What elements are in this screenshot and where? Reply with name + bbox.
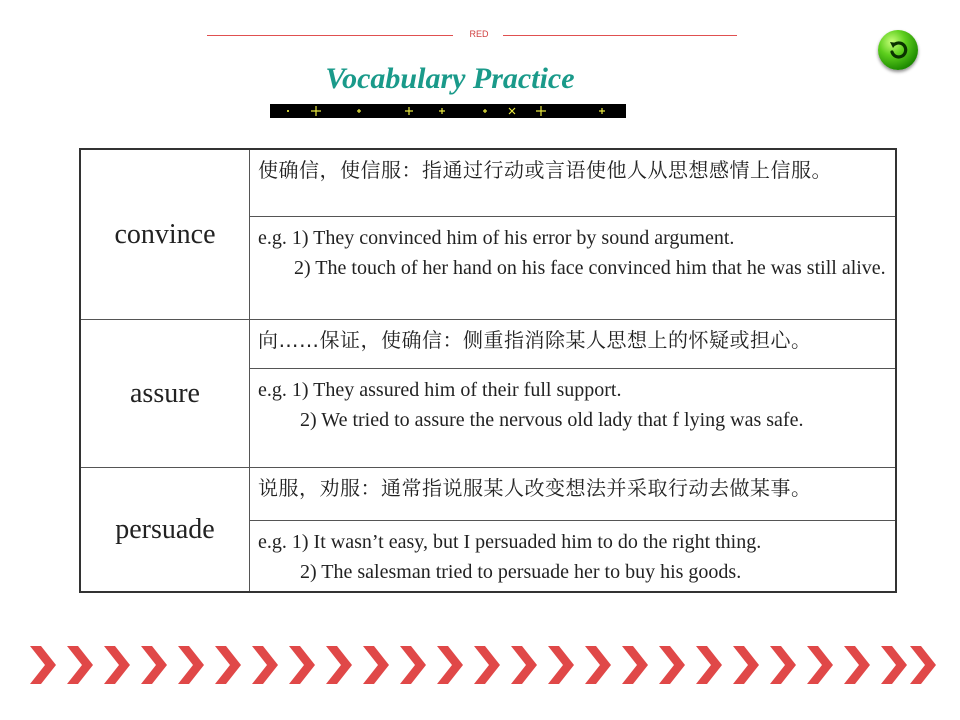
vocab-word: assure xyxy=(80,320,250,468)
header-divider-right xyxy=(503,35,737,36)
chevron-border-icon xyxy=(30,646,940,684)
example-sentence: 2) We tried to assure the nervous old lady that f lying was safe. xyxy=(300,409,804,431)
example-sentence: 2) The touch of her hand on his face convinced him that he was still alive. xyxy=(294,257,886,279)
return-button[interactable] xyxy=(878,30,918,70)
vocab-examples xyxy=(250,217,897,320)
table-row xyxy=(80,149,896,217)
vocab-definition: 使确信，使信服：指通过行动或言语使他人从思想感情上信服。 xyxy=(250,149,897,217)
vocab-examples xyxy=(250,369,897,468)
return-arrow-icon xyxy=(878,30,918,70)
vocab-word: convince xyxy=(80,149,250,320)
vocab-definition: 向……保证，使确信：侧重指消除某人思想上的怀疑或担心。 xyxy=(250,320,897,369)
table-row xyxy=(80,320,896,369)
table-row xyxy=(80,468,896,521)
vocab-examples xyxy=(250,521,897,593)
header-tag: RED xyxy=(469,29,489,39)
vocabulary-table xyxy=(79,148,897,593)
example-sentence: e.g. 1) They assured him of their full support. xyxy=(258,379,622,401)
sparkle-stars-icon xyxy=(270,104,626,118)
example-sentence: e.g. 1) They convinced him of his error by sound argument. xyxy=(258,227,735,249)
page-title: Vocabulary Practice xyxy=(325,62,575,95)
decorative-star-bar xyxy=(270,104,626,118)
header-divider-left xyxy=(207,35,453,36)
vocab-word: persuade xyxy=(80,468,250,593)
vocab-definition: 说服，劝服：通常指说服某人改变想法并采取行动去做某事。 xyxy=(250,468,897,521)
example-sentence: 2) The salesman tried to persuade her to buy his goods. xyxy=(300,561,742,583)
example-sentence: e.g. 1) It wasn’t easy, but I persuaded him to do the right thing. xyxy=(258,531,762,553)
